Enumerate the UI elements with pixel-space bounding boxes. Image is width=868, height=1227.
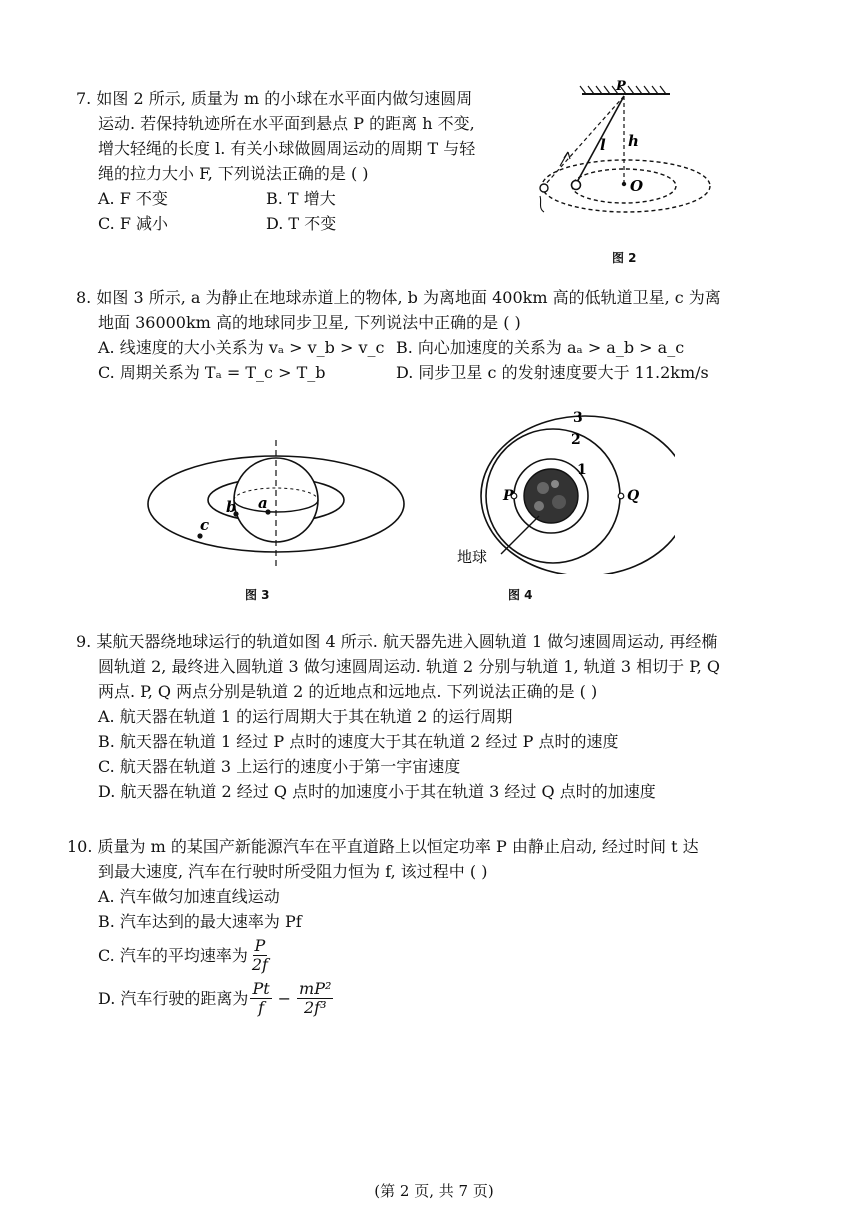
figure-3-earth-satellites: [140, 432, 430, 572]
q10-option-c: [67, 934, 797, 976]
q9-option-a: A. 航天器在轨道 1 的运行周期大于其在轨道 2 的运行周期: [98, 707, 513, 726]
q9-line: 圆轨道 2, 最终进入圆轨道 3 做匀速圆周运动. 轨道 2 分别与轨道 1, 轨道 3 相切于 P, Q: [98, 657, 721, 676]
label-p: P: [616, 79, 626, 94]
fraction: [250, 937, 270, 974]
q7-option-b: B. T 增大: [266, 189, 336, 208]
label-a: a: [258, 494, 268, 512]
q7-line: 增大轻绳的长度 l. 有关小球做圆周运动的周期 T 与轻: [98, 139, 476, 158]
denominator: f: [258, 997, 264, 1017]
label-h: h: [628, 132, 639, 150]
q10-option-d-text: D. 汽车行驶的距离为: [98, 988, 249, 1008]
label-o: O: [630, 177, 644, 195]
minus-sign: −: [277, 988, 292, 1008]
q10-line: 10. 质量为 m 的某国产新能源汽车在平直道路上以恒定功率 P 由静止启动, 经过时间 t 达: [67, 837, 699, 856]
q9-line: 两点. P, Q 两点分别是轨道 2 的近地点和远地点. 下列说法正确的是 ( ): [98, 682, 598, 701]
q9-line: 9. 某航天器绕地球运行的轨道如图 4 所示. 航天器先进入圆轨道 1 做匀速圆周运动, 再经椭: [76, 632, 718, 651]
figure-3-caption: 图 3: [245, 588, 270, 602]
q10-line: 到最大速度, 汽车在行驶时所受阻力恒为 f, 该过程中 ( ): [98, 862, 488, 881]
page-footer: (第 2 页, 共 7 页): [374, 1182, 494, 1200]
q10-option-d: [67, 976, 797, 1020]
figure-4-caption: 图 4: [508, 588, 533, 602]
q7-option-c: C. F 减小: [98, 214, 169, 233]
q9-option-b: B. 航天器在轨道 1 经过 P 点时的速度大于其在轨道 2 经过 P 点时的速度: [98, 732, 619, 751]
denominator: 2f³: [303, 997, 327, 1017]
figure-2-caption: 图 2: [612, 251, 637, 265]
figure-4-transfer-orbit: [455, 404, 675, 574]
q7-line: 绳的拉力大小 F, 下列说法正确的是 ( ): [98, 164, 369, 183]
q8-option-d: D. 同步卫星 c 的发射速度要大于 11.2km/s: [396, 363, 709, 382]
label-orbit-3: 3: [573, 410, 583, 426]
question-7: [76, 86, 516, 236]
q7-line: 7. 如图 2 所示, 质量为 m 的小球在水平面内做匀速圆周: [76, 89, 473, 108]
figure-2-conical-pendulum: [520, 78, 720, 253]
q8-option-c: C. 周期关系为 Tₐ = T_c > T_b: [98, 363, 326, 382]
q7-option-a: A. F 不变: [98, 189, 168, 208]
q8-line: 地面 36000km 高的地球同步卫星, 下列说法中正确的是 ( ): [98, 313, 521, 332]
question-10: [67, 834, 797, 1020]
label-l: l: [600, 136, 606, 154]
label-orbit-1: 1: [577, 462, 587, 478]
numerator: Pt: [252, 978, 270, 998]
question-8: [76, 285, 796, 385]
q8-line: 8. 如图 3 所示, a 为静止在地球赤道上的物体, b 为离地面 400km 高的低轨道卫星, c 为离: [76, 288, 721, 307]
label-c: c: [200, 516, 210, 534]
label-q: Q: [627, 488, 640, 504]
q9-option-c: C. 航天器在轨道 3 上运行的速度小于第一宇宙速度: [98, 757, 461, 776]
q7-option-d: D. T 不变: [266, 214, 337, 233]
q10-option-a: A. 汽车做匀加速直线运动: [98, 887, 280, 906]
label-p: P: [503, 488, 514, 504]
fraction: [250, 980, 271, 1017]
numerator: mP²: [299, 978, 332, 998]
numerator: P: [254, 935, 266, 955]
q9-option-d: D. 航天器在轨道 2 经过 Q 点时的加速度小于其在轨道 3 经过 Q 点时的加速度: [98, 782, 656, 801]
denominator: 2f: [251, 954, 268, 974]
question-9: [76, 629, 796, 804]
q8-option-b: B. 向心加速度的关系为 aₐ > a_b > a_c: [396, 338, 685, 357]
q10-option-b: B. 汽车达到的最大速率为 Pf: [98, 912, 302, 931]
label-earth: 地球: [457, 548, 488, 566]
q7-line: 运动. 若保持轨迹所在水平面到悬点 P 的距离 h 不变,: [98, 114, 475, 133]
q8-option-a: A. 线速度的大小关系为 vₐ > v_b > v_c: [98, 338, 385, 357]
label-orbit-2: 2: [571, 432, 581, 448]
fraction: [297, 980, 333, 1017]
label-b: b: [226, 498, 237, 516]
q10-option-c-text: C. 汽车的平均速率为: [98, 945, 248, 965]
